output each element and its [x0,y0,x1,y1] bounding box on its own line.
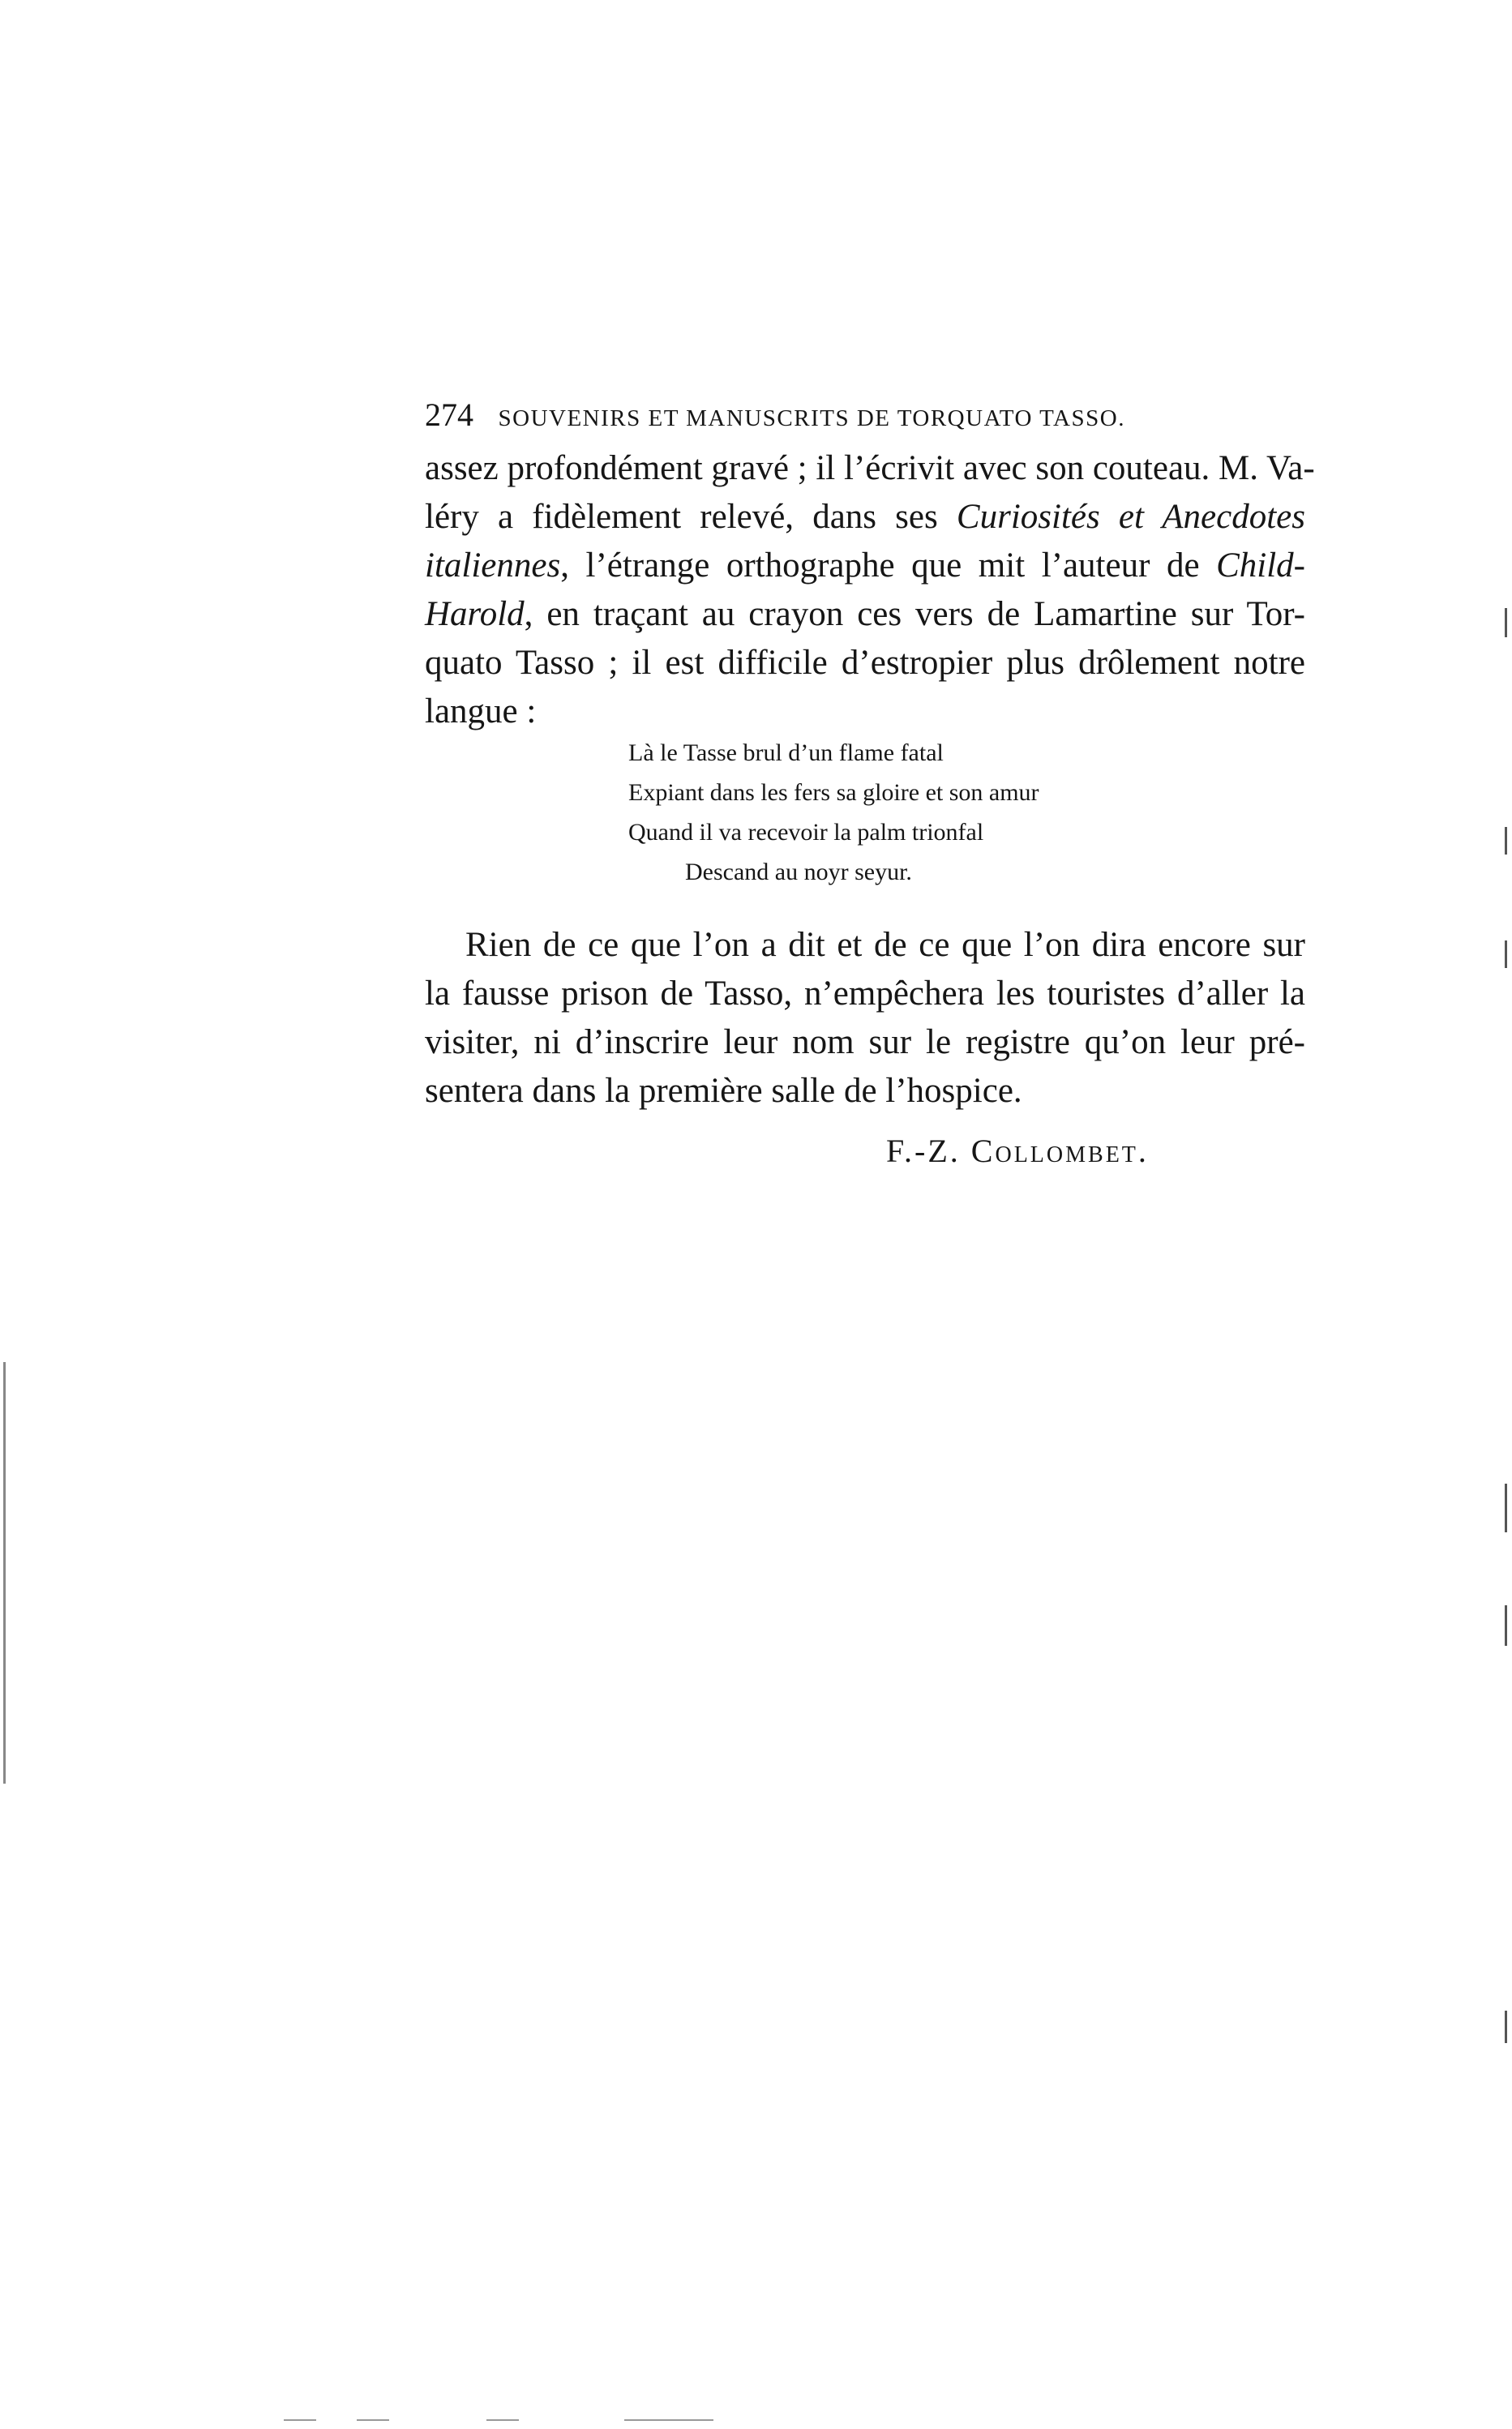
scan-edge-mark [1505,827,1507,855]
signature-surname: Collombet. [970,1133,1149,1169]
text-line [425,542,1305,590]
text-line: la fausse prison de Tasso, n’empêchera les touristes d’aller la [425,975,1305,1013]
scan-edge-mark [284,2419,316,2421]
scan-edge-mark [1505,940,1507,968]
scan-edge-mark [1505,2011,1507,2043]
text-run: quato Tasso ; il est difficile d’estropier plus drôlement notre [425,644,1305,682]
text-line [425,493,1305,542]
italic-title-run: Curiosités et Anecdotes [956,498,1305,536]
page-number: 274 [425,396,473,433]
italic-title-run: Harold [425,595,525,633]
author-signature [886,1132,1243,1170]
verse-line: Descand au noyr seyur. [685,859,912,885]
italic-title-run: italiennes [425,546,561,585]
scan-edge-mark [624,2419,713,2421]
scan-edge-mark [486,2419,519,2421]
scan-edge-mark [1505,1605,1507,1646]
text-run: léry a fidèlement relevé, dans ses [425,498,957,536]
verse-line: Quand il va recevoir la palm trionfal [628,819,984,846]
text-run: assez profondément gravé ; il l’écrivit avec son couteau. M. Va- [425,449,1315,487]
scan-edge-mark [3,1362,6,1784]
text-line: sentera dans la première salle de l’hospice. [425,1072,1022,1110]
scan-edge-mark [357,2419,389,2421]
verse-line: Là le Tasse brul d’un flame fatal [628,739,944,766]
text-line [425,688,1305,736]
signature-initials: F.-Z. [886,1133,961,1169]
text-line: visiter, ni d’inscrire leur nom sur le registre qu’on leur pré- [425,1023,1305,1061]
text-line [425,590,1305,639]
text-run: , l’étrange orthographe que mit l’auteur de [560,546,1217,585]
scan-edge-mark [1505,608,1507,637]
paragraph-2 [425,921,1305,1116]
running-header [425,396,1219,431]
running-title: SOUVENIRS ET MANUSCRITS DE TORQUATO TASSO. [498,405,1125,431]
paragraph-1 [425,444,1315,736]
text-line [425,639,1305,688]
verse-line: Expiant dans les fers sa gloire et son amur [628,779,1039,806]
text-run: langue : [425,692,537,730]
text-line: Rien de ce que l’on a dit et de ce que l’on dira encore sur [465,926,1305,964]
text-run: , en traçant au crayon ces vers de Lamartine sur Tor- [524,595,1305,633]
scan-edge-mark [1505,1484,1507,1532]
verse-quotation [628,733,1196,892]
text-line [425,444,1315,493]
italic-title-run: Child- [1216,546,1305,585]
